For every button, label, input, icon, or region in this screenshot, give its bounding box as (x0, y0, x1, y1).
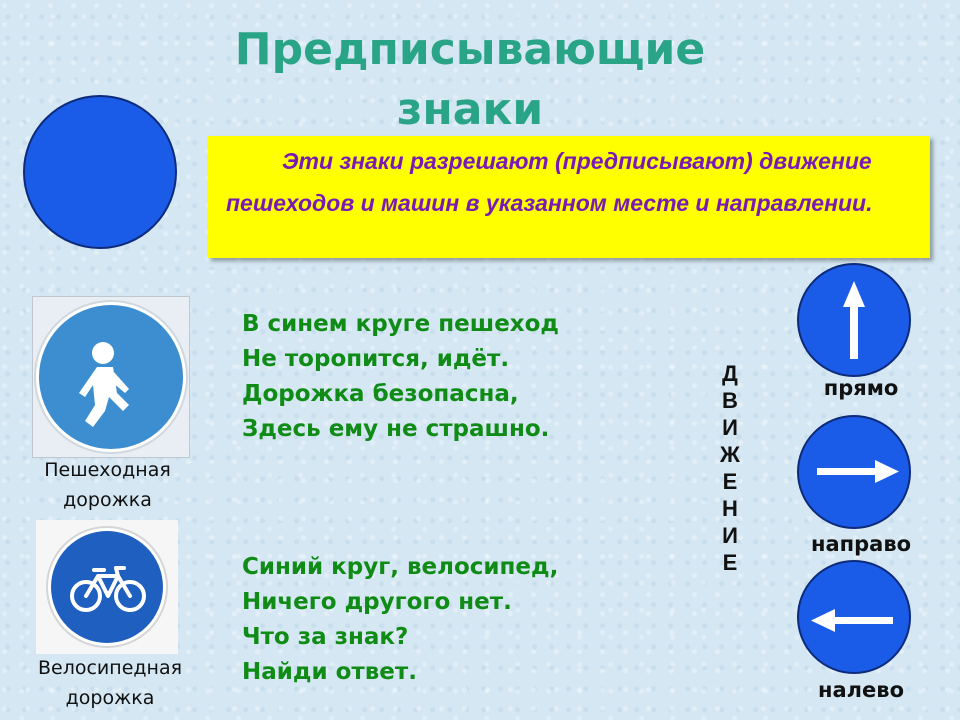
title-line-1: Предписывающие (234, 24, 706, 75)
poem-line: Найди ответ. (242, 659, 417, 685)
arrow-up-icon (799, 265, 909, 375)
bicycle-path-icon (36, 520, 178, 654)
poem-line: Что за знак? (242, 624, 409, 650)
left-turn-label: налево (817, 678, 905, 702)
arrow-right-icon (799, 417, 909, 527)
poem-pedestrian (242, 307, 559, 447)
arrow-left-icon (799, 562, 909, 672)
blue-circle-sign (23, 95, 177, 249)
poem-line: Синий круг, велосипед, (242, 554, 559, 580)
poem-line: Дорожка безопасна, (242, 381, 519, 407)
poem-line: В синем круге пешеход (242, 311, 560, 337)
bicycle-sign-photo (36, 520, 178, 654)
poem-line: Ничего другого нет. (242, 589, 512, 615)
poem-line: Не торопится, идёт. (242, 346, 510, 372)
vertical-word-movement (712, 360, 748, 576)
right-turn-label: направо (810, 532, 912, 556)
pedestrian-path-icon (33, 297, 189, 457)
vertical-letter: Е (722, 469, 738, 494)
pedestrian-sign-photo (32, 296, 190, 458)
straight-label: прямо (823, 376, 899, 400)
straight-sign (797, 263, 911, 377)
vertical-letter: И (722, 415, 738, 440)
page-title (180, 20, 760, 140)
left-turn-sign (797, 560, 911, 674)
poem-line: Здесь ему не страшно. (242, 416, 550, 442)
pedestrian-path-label: Пешеходная дорожка (44, 459, 171, 511)
poem-bicycle (242, 550, 558, 690)
bicycle-path-label: Велосипедная дорожка (37, 657, 183, 709)
title-line-2: знаки (396, 84, 544, 135)
vertical-letter: Е (722, 550, 738, 575)
vertical-letter: Ж (720, 442, 740, 467)
vertical-letter: Н (722, 496, 738, 521)
vertical-letter: И (722, 523, 738, 548)
right-turn-sign (797, 415, 911, 529)
intro-text: Эти знаки разрешают (предписывают) движение пешеходов и машин в указанном месте и направлении. (226, 148, 873, 216)
vertical-letter: В (722, 388, 738, 413)
vertical-letter: Д (722, 361, 738, 386)
